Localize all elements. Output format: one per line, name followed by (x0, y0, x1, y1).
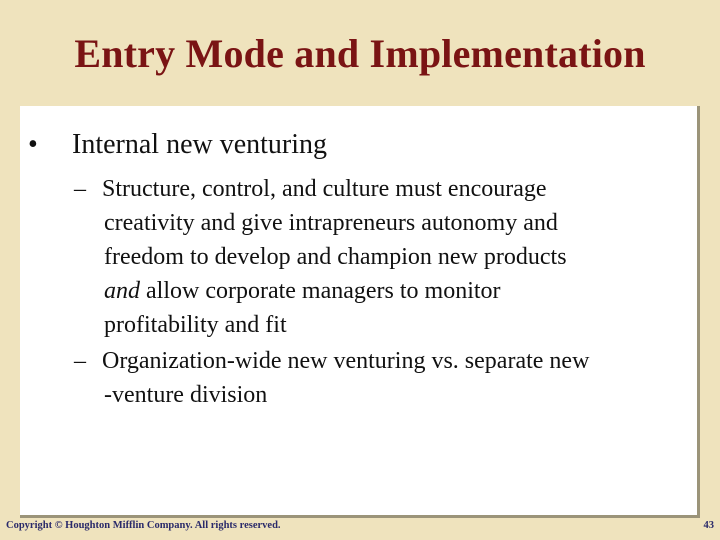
sub-bullet-line: Organization-wide new venturing vs. separate new (102, 348, 590, 374)
sub-bullet-line: Structure, control, and culture must encourage (102, 176, 547, 202)
emphasized-word: and (104, 278, 140, 304)
sub-bullet-line-rest: allow corporate managers to monitor (140, 278, 501, 304)
bullet-marker: • (28, 129, 38, 160)
page-number: 43 (703, 520, 714, 531)
sub-bullet-line: profitability and fit (104, 312, 287, 338)
sub-bullet-text (102, 344, 589, 412)
slide-title: Entry Mode and Implementation (74, 31, 646, 76)
footer-copyright: Copyright © Houghton Mifflin Company. All rights reserved. (6, 520, 281, 531)
sub-bullet-marker: – (74, 348, 86, 374)
sub-bullet-text (102, 172, 567, 342)
sub-bullet-line: -venture division (104, 382, 268, 408)
sub-bullet-line: creativity and give intrapreneurs autonomy and (104, 210, 558, 236)
sub-bullet-line (102, 274, 567, 308)
bullet-text: Internal new venturing (72, 129, 328, 160)
sub-bullet-line: freedom to develop and champion new products (104, 244, 567, 270)
sub-bullet-marker: – (74, 176, 86, 202)
